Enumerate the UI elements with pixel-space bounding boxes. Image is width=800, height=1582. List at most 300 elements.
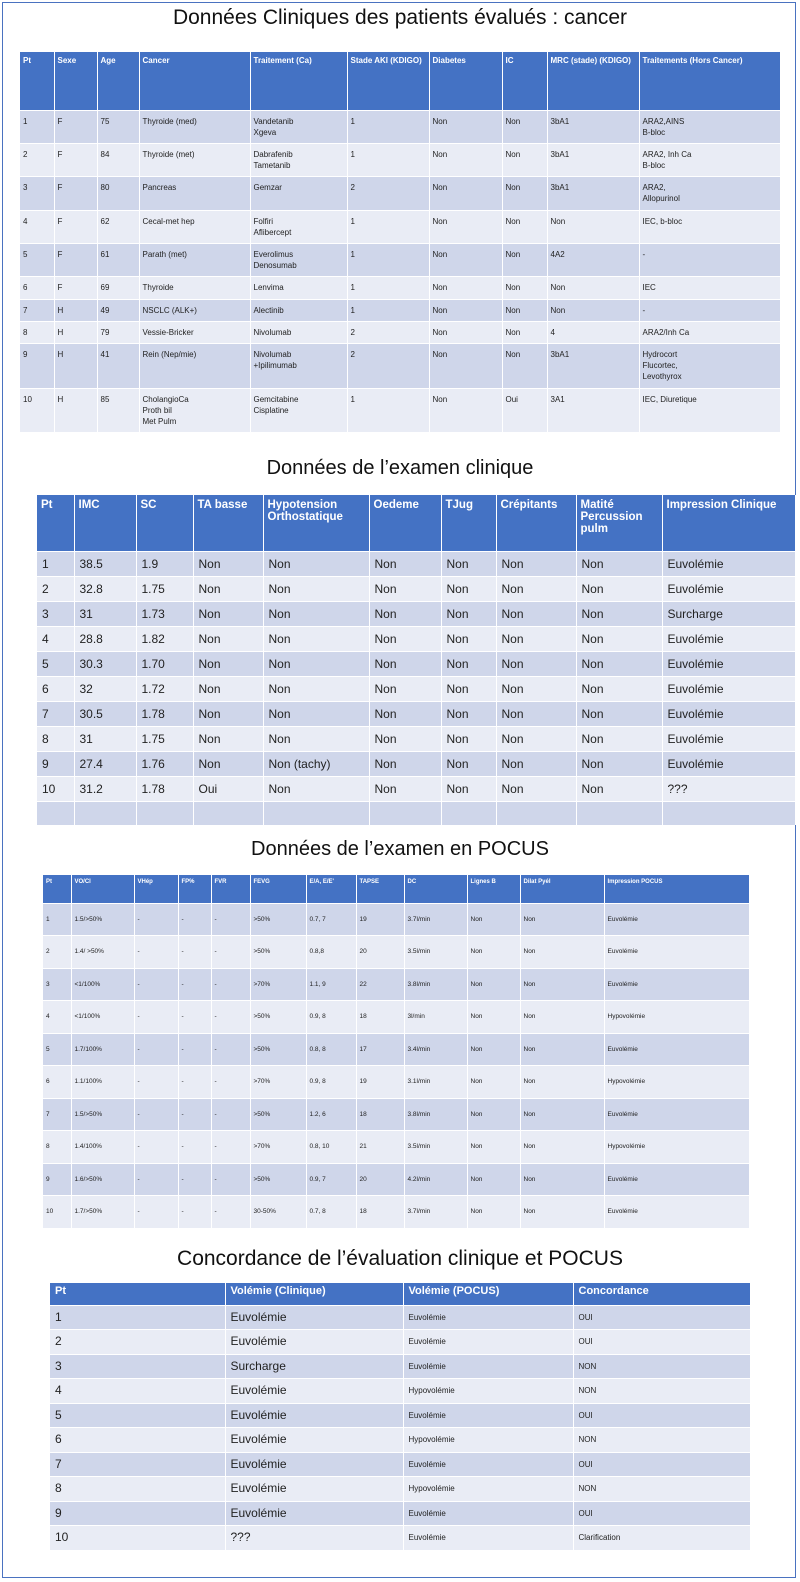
table-cell: - — [211, 936, 250, 969]
table-cell: 6 — [50, 1428, 225, 1453]
table-row — [37, 576, 795, 601]
table-cell: Euvolémie — [225, 1379, 403, 1404]
table-row — [37, 651, 795, 676]
table-cell: >70% — [250, 968, 306, 1001]
table-cell: >50% — [250, 936, 306, 969]
table-cell: Non — [520, 1163, 604, 1196]
table-cell: 3bA1 — [547, 343, 639, 388]
table-cell: Alectinib — [250, 299, 347, 321]
table-cell: 4 — [20, 210, 54, 243]
table-cell: Non — [576, 676, 662, 701]
table-cell — [662, 801, 795, 825]
table-cell: 8 — [37, 726, 74, 751]
table-cell: 1.72 — [136, 676, 193, 701]
table-cell: Non — [263, 651, 369, 676]
table-cell: Euvolémie — [604, 968, 749, 1001]
table-cell: Non — [547, 210, 639, 243]
table-row — [43, 903, 749, 936]
table-cell: 5 — [43, 1033, 71, 1066]
table-cell: 9 — [20, 343, 54, 388]
table-cell: 4.2l/min — [404, 1163, 467, 1196]
table-cell: 3.7l/min — [404, 1196, 467, 1228]
table-cell: Non — [520, 936, 604, 969]
table-cell: Non — [520, 1066, 604, 1099]
table-cell: Euvolémie — [662, 701, 795, 726]
table1-header-9: Traitements (Hors Cancer) — [639, 52, 780, 110]
table-cell: F — [54, 277, 97, 299]
table-cell: Non — [429, 110, 502, 143]
table-cell: NON — [573, 1428, 750, 1453]
table-cell: 1.76 — [136, 751, 193, 776]
table-cell: 1.4/100% — [71, 1131, 134, 1164]
table-cell: 2 — [347, 321, 429, 343]
table-cell: 5 — [37, 651, 74, 676]
table-cell: Non — [496, 676, 576, 701]
table-row — [20, 210, 780, 243]
table-cell: - — [178, 936, 211, 969]
table-cell: F — [54, 143, 97, 176]
table-cell: >50% — [250, 1033, 306, 1066]
table-cell: Non — [369, 751, 441, 776]
table-row — [37, 626, 795, 651]
table-cell: Non — [496, 576, 576, 601]
table3-header-3: FP% — [178, 875, 211, 903]
table-cell: Non — [429, 210, 502, 243]
table-cell: 2 — [37, 576, 74, 601]
table-cell: Lenvima — [250, 277, 347, 299]
table-cell: H — [54, 299, 97, 321]
table-cell: Non — [496, 776, 576, 801]
table-cell: Non — [467, 903, 520, 936]
table-cell: 1 — [20, 110, 54, 143]
table-cell: >70% — [250, 1131, 306, 1164]
table-cell: 3bA1 — [547, 177, 639, 210]
table-cell: - — [211, 1131, 250, 1164]
table-clinical-data — [20, 52, 781, 432]
table-row — [37, 701, 795, 726]
table-cell: Non — [547, 277, 639, 299]
table-cell: Gemzar — [250, 177, 347, 210]
table-cell: Non — [429, 177, 502, 210]
table3-header-1: VO/Cl — [71, 875, 134, 903]
table-cell: NON — [573, 1477, 750, 1502]
table2-header-1: IMC — [74, 495, 136, 551]
table-cell: Euvolémie — [662, 626, 795, 651]
table-cell: OUI — [573, 1501, 750, 1526]
table3-header-6: E/A, E/E' — [306, 875, 356, 903]
table-cell: Oui — [193, 776, 263, 801]
table-cell: Non — [441, 576, 496, 601]
title-pocus-exam: Données de l’examen en POCUS — [251, 838, 549, 860]
table-cell: Non — [369, 601, 441, 626]
table-cell: 1.1/100% — [71, 1066, 134, 1099]
table-concordance — [50, 1283, 751, 1550]
table-cell: Non — [441, 676, 496, 701]
table-cell: 30.3 — [74, 651, 136, 676]
table-cell: Non — [496, 726, 576, 751]
table1-header-2: Age — [97, 52, 139, 110]
table-cell: 17 — [356, 1033, 404, 1066]
table-cell: 30-50% — [250, 1196, 306, 1228]
table-cell: 75 — [97, 110, 139, 143]
table-row — [43, 1098, 749, 1131]
table-row — [50, 1452, 750, 1477]
table-cell: Surcharge — [225, 1354, 403, 1379]
table2-header-5: Oedeme — [369, 495, 441, 551]
table-cell: Gemcitabine Cisplatine — [250, 388, 347, 432]
table-cell: Non — [263, 701, 369, 726]
table-cell: Hypovolémie — [403, 1379, 573, 1404]
table-cell: Euvolémie — [225, 1403, 403, 1428]
table-cell: 18 — [356, 1001, 404, 1034]
table-cell: >50% — [250, 1001, 306, 1034]
table-cell: Hypovolémie — [403, 1477, 573, 1502]
table-cell: 4A2 — [547, 244, 639, 277]
table3-header-4: FVR — [211, 875, 250, 903]
table-cell: 3 — [50, 1354, 225, 1379]
table-cell: F — [54, 110, 97, 143]
table-cell: Hypovolémie — [604, 1066, 749, 1099]
table-cell: 1 — [43, 903, 71, 936]
table-row — [20, 143, 780, 176]
table-cell: Non — [193, 576, 263, 601]
table-cell: 1 — [347, 299, 429, 321]
table-cell: 1.7/>50% — [71, 1196, 134, 1228]
table-cell: Non — [193, 726, 263, 751]
table-row — [43, 1001, 749, 1034]
table-cell: Euvolémie — [403, 1330, 573, 1355]
table-cell — [576, 801, 662, 825]
table-row — [20, 321, 780, 343]
table-cell: 8 — [43, 1131, 71, 1164]
table-cell: Euvolémie — [225, 1305, 403, 1330]
table-cell: Non — [576, 576, 662, 601]
table-cell: 3.5l/min — [404, 936, 467, 969]
table-cell: - — [134, 1098, 178, 1131]
table-cell: 1 — [50, 1305, 225, 1330]
table-cell: Non — [263, 576, 369, 601]
table-cell: 1.6/>50% — [71, 1163, 134, 1196]
table-cell: 4 — [43, 1001, 71, 1034]
table1-header-7: IC — [502, 52, 547, 110]
table-cell: Surcharge — [662, 601, 795, 626]
table2-header-7: Crépitants — [496, 495, 576, 551]
table2-header-0: Pt — [37, 495, 74, 551]
table-cell: Non — [502, 210, 547, 243]
table4-header-0: Pt — [50, 1283, 225, 1305]
table-cell — [369, 801, 441, 825]
table-cell: Non — [263, 776, 369, 801]
table-cell: F — [54, 177, 97, 210]
table-cell: Non — [369, 776, 441, 801]
table-cell: 1 — [37, 551, 74, 576]
table-cell — [441, 801, 496, 825]
table-cell: 22 — [356, 968, 404, 1001]
table1-header-4: Traitement (Ca) — [250, 52, 347, 110]
table-row — [43, 1033, 749, 1066]
table-cell: Euvolémie — [403, 1305, 573, 1330]
table-cell: Euvolémie — [225, 1330, 403, 1355]
table-cell: 18 — [356, 1196, 404, 1228]
table-cell: - — [134, 968, 178, 1001]
table-row — [43, 1196, 749, 1228]
table-row — [50, 1403, 750, 1428]
table-cell: 10 — [43, 1196, 71, 1228]
table-row — [43, 936, 749, 969]
table2-header-8: Matité Percussion pulm — [576, 495, 662, 551]
table-cell: 1.7/100% — [71, 1033, 134, 1066]
table-cell: Non — [496, 701, 576, 726]
table-cell: H — [54, 388, 97, 432]
table-cell: 3bA1 — [547, 143, 639, 176]
table-cell: F — [54, 244, 97, 277]
table-cell: - — [211, 1001, 250, 1034]
table-cell: - — [134, 1131, 178, 1164]
table-cell: 27.4 — [74, 751, 136, 776]
table-cell: Euvolémie — [662, 751, 795, 776]
table-row — [20, 110, 780, 143]
table-row — [43, 1163, 749, 1196]
table-cell: Non — [429, 244, 502, 277]
table-cell: 1.82 — [136, 626, 193, 651]
table-cell: 2 — [43, 936, 71, 969]
table-cell: 31 — [74, 601, 136, 626]
table-row — [20, 277, 780, 299]
table-cell: 32.8 — [74, 576, 136, 601]
table-cell: - — [178, 1163, 211, 1196]
table1-header-1: Sexe — [54, 52, 97, 110]
table-cell: Non — [496, 751, 576, 776]
table3-header-11: Impression POCUS — [604, 875, 749, 903]
table-cell: 0.8,8 — [306, 936, 356, 969]
table-cell: ARA2/Inh Ca — [639, 321, 780, 343]
table-cell: 85 — [97, 388, 139, 432]
table-cell: Non — [496, 651, 576, 676]
table-cell: 1.78 — [136, 776, 193, 801]
table-cell: Thyroide (med) — [139, 110, 250, 143]
table-cell: 31 — [74, 726, 136, 751]
table-row — [50, 1428, 750, 1453]
table-cell: NON — [573, 1379, 750, 1404]
table2-header-2: SC — [136, 495, 193, 551]
table-cell: 61 — [97, 244, 139, 277]
table-cell: Non — [193, 751, 263, 776]
table-cell: Non — [441, 601, 496, 626]
table-cell: Non — [502, 299, 547, 321]
table-cell: Non — [520, 1131, 604, 1164]
table-cell: Non — [193, 601, 263, 626]
table-cell: Non — [441, 651, 496, 676]
table-cell: >50% — [250, 1163, 306, 1196]
table-cell: Non — [263, 551, 369, 576]
table-cell: 1.73 — [136, 601, 193, 626]
table-cell — [74, 801, 136, 825]
table-cell: >50% — [250, 903, 306, 936]
table-cell: 8 — [20, 321, 54, 343]
table-cell: Non — [193, 651, 263, 676]
table-cell: Non — [467, 936, 520, 969]
table-cell: Non — [502, 321, 547, 343]
table-cell: Euvolémie — [604, 936, 749, 969]
table-cell: 80 — [97, 177, 139, 210]
table-cell: <1/100% — [71, 1001, 134, 1034]
table-cell: 2 — [347, 177, 429, 210]
table-cell: 9 — [37, 751, 74, 776]
table-cell: Folfiri Aflibercept — [250, 210, 347, 243]
table-cell: Non (tachy) — [263, 751, 369, 776]
table-row — [20, 244, 780, 277]
table-cell: 4 — [37, 626, 74, 651]
table3-header-9: Lignes B — [467, 875, 520, 903]
table-cell: H — [54, 321, 97, 343]
table-cell: - — [134, 1196, 178, 1228]
table-cell: 3 — [37, 601, 74, 626]
table-row — [20, 343, 780, 388]
table-cell: Vandetanib Xgeva — [250, 110, 347, 143]
table-cell: 3.8l/min — [404, 1098, 467, 1131]
table-cell: 18 — [356, 1098, 404, 1131]
table-row — [20, 299, 780, 321]
table-cell: >50% — [250, 1098, 306, 1131]
table-cell: Non — [441, 776, 496, 801]
table-cell: 20 — [356, 936, 404, 969]
table-cell: Non — [502, 110, 547, 143]
table-cell: 10 — [50, 1526, 225, 1550]
table-cell: 1.9 — [136, 551, 193, 576]
table-cell — [193, 801, 263, 825]
table-cell: 3bA1 — [547, 110, 639, 143]
table-cell: Non — [193, 551, 263, 576]
table-cell: >70% — [250, 1066, 306, 1099]
table-cell: 6 — [43, 1066, 71, 1099]
table-cell: OUI — [573, 1403, 750, 1428]
table3-header-7: TAPSE — [356, 875, 404, 903]
table-cell: Non — [496, 626, 576, 651]
table-cell: Hypovolémie — [604, 1001, 749, 1034]
table-cell: 69 — [97, 277, 139, 299]
table3-header-2: VHép — [134, 875, 178, 903]
table-cell: 6 — [20, 277, 54, 299]
table-cell: ??? — [225, 1526, 403, 1550]
table-cell: Clarification — [573, 1526, 750, 1550]
table-cell: 21 — [356, 1131, 404, 1164]
table-cell: Euvolémie — [662, 551, 795, 576]
table1-header-5: Stade AKI (KDIGO) — [347, 52, 429, 110]
table-row — [37, 751, 795, 776]
title-clinical-exam: Données de l’examen clinique — [266, 457, 534, 479]
table-cell: Non — [369, 651, 441, 676]
title-concordance: Concordance de l’évaluation clinique et POCUS — [177, 1247, 623, 1270]
table-cell: 1 — [347, 210, 429, 243]
table-cell: 3 — [43, 968, 71, 1001]
table-cell: 49 — [97, 299, 139, 321]
table-cell: 9 — [43, 1163, 71, 1196]
table-cell: Euvolémie — [662, 576, 795, 601]
table4-header-3: Concordance — [573, 1283, 750, 1305]
table-cell: - — [134, 1033, 178, 1066]
table-cell: 10 — [20, 388, 54, 432]
table-cell: 7 — [43, 1098, 71, 1131]
table-clinical-exam — [37, 495, 796, 825]
table-cell: Non — [429, 299, 502, 321]
table-cell: - — [211, 1163, 250, 1196]
table-cell: 2 — [347, 343, 429, 388]
table-cell: - — [211, 1098, 250, 1131]
table-cell: Euvolémie — [604, 1098, 749, 1131]
table-cell: Euvolémie — [403, 1354, 573, 1379]
table-cell: Non — [193, 701, 263, 726]
table-cell: 3.5l/min — [404, 1131, 467, 1164]
table-cell: Non — [441, 726, 496, 751]
table3-header-0: Pt — [43, 875, 71, 903]
table-cell: Parath (met) — [139, 244, 250, 277]
table-cell: ARA2, Allopurinol — [639, 177, 780, 210]
table-cell: Non — [576, 601, 662, 626]
table-cell: Non — [369, 701, 441, 726]
table-cell: - — [134, 936, 178, 969]
table-cell: Non — [441, 751, 496, 776]
table-row — [37, 601, 795, 626]
table-cell: Non — [263, 726, 369, 751]
table2-header-6: TJug — [441, 495, 496, 551]
table-cell: 8 — [50, 1477, 225, 1502]
table4-header-1: Volémie (Clinique) — [225, 1283, 403, 1305]
table-cell: 32 — [74, 676, 136, 701]
table-cell: ARA2,AINS B-bloc — [639, 110, 780, 143]
table-cell: 5 — [20, 244, 54, 277]
table-cell: 6 — [37, 676, 74, 701]
table-cell — [496, 801, 576, 825]
table-row — [20, 388, 780, 432]
table-cell: Non — [369, 551, 441, 576]
table-cell: 1.5/>50% — [71, 903, 134, 936]
table-cell: IEC, Diuretique — [639, 388, 780, 432]
table-cell: 0.9, 8 — [306, 1066, 356, 1099]
table-row — [37, 551, 795, 576]
table-cell: Euvolémie — [604, 1196, 749, 1228]
table-cell: Hypovolémie — [604, 1131, 749, 1164]
table-cell: 0.8, 10 — [306, 1131, 356, 1164]
table-cell: CholangioCa Proth bil Met Pulm — [139, 388, 250, 432]
table-cell: 84 — [97, 143, 139, 176]
table4-header-2: Volémie (POCUS) — [403, 1283, 573, 1305]
table-cell: 1.4/ >50% — [71, 936, 134, 969]
table-cell: Oui — [502, 388, 547, 432]
table-cell: Non — [429, 321, 502, 343]
table-cell: 4 — [50, 1379, 225, 1404]
table-cell: <1/100% — [71, 968, 134, 1001]
table-cell: Euvolémie — [403, 1403, 573, 1428]
table-cell: - — [178, 1033, 211, 1066]
table-cell: Non — [441, 626, 496, 651]
table-cell: Non — [429, 343, 502, 388]
table-cell: - — [134, 1066, 178, 1099]
table-cell: Everolimus Denosumab — [250, 244, 347, 277]
table-cell: OUI — [573, 1330, 750, 1355]
table-cell: Euvolémie — [662, 726, 795, 751]
table-cell: Non — [369, 576, 441, 601]
table-cell: Euvolémie — [225, 1501, 403, 1526]
table-cell: 3l/min — [404, 1001, 467, 1034]
table-cell: - — [211, 968, 250, 1001]
table-cell: - — [211, 1196, 250, 1228]
table-cell: Non — [520, 903, 604, 936]
table-cell: Euvolémie — [403, 1501, 573, 1526]
table-cell: 1.2, 6 — [306, 1098, 356, 1131]
title-clinical-data: Données Cliniques des patients évalués : cancer — [172, 6, 628, 29]
table-cell: 28.8 — [74, 626, 136, 651]
table-cell: Hypovolémie — [403, 1428, 573, 1453]
